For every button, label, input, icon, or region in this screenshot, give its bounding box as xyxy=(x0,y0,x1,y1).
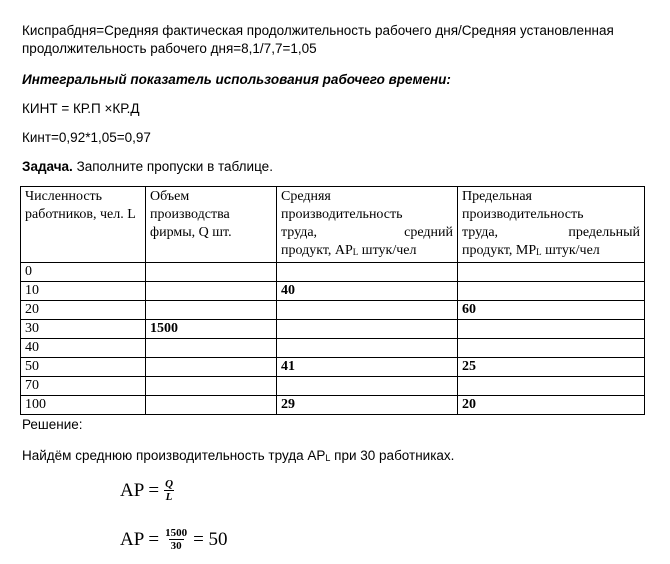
header-ap-sub: L xyxy=(352,247,359,257)
find-ap-line xyxy=(22,447,454,467)
cell-mp xyxy=(458,282,645,301)
cell-q: 1500 xyxy=(146,320,277,339)
cell-q xyxy=(146,301,277,320)
find-text-before: Найдём среднюю производительность труда AP xyxy=(22,448,326,463)
header-mp-tail: штук/чел xyxy=(541,243,600,258)
header-mp-line1: Предельная xyxy=(462,189,532,204)
table-row xyxy=(21,301,645,320)
formula1-fraction xyxy=(163,478,175,504)
cell-mp: 20 xyxy=(458,396,645,415)
formula2-result: = 50 xyxy=(193,529,228,550)
cell-ap xyxy=(277,263,458,282)
table-row xyxy=(21,396,645,415)
table-row xyxy=(21,282,645,301)
formula-ap-definition xyxy=(120,478,179,504)
table-row xyxy=(21,263,645,282)
solution-label: Решение: xyxy=(22,417,83,432)
formula2-lhs: AP = xyxy=(120,529,160,550)
table-row xyxy=(21,358,645,377)
task-text: Заполните пропуски в таблице. xyxy=(72,159,273,174)
cell-l: 100 xyxy=(21,396,146,415)
header-ap-line4: продукт, AP xyxy=(281,243,353,258)
formula2-denominator: 30 xyxy=(170,540,182,552)
header-mp-line3: труда, предельный xyxy=(462,225,640,240)
cell-ap xyxy=(277,301,458,320)
header-average-product xyxy=(277,187,458,263)
cell-l: 0 xyxy=(21,263,146,282)
formula1-numerator: Q xyxy=(165,478,174,490)
cell-l: 50 xyxy=(21,358,146,377)
cell-q xyxy=(146,377,277,396)
integral-heading: Интегральный показатель использования рабочего времени: xyxy=(22,72,451,87)
table-row xyxy=(21,320,645,339)
cell-mp xyxy=(458,320,645,339)
formula-ap-calculation xyxy=(120,527,228,553)
task-line xyxy=(22,158,273,176)
formula2-numerator: 1500 xyxy=(165,527,188,539)
cell-q xyxy=(146,263,277,282)
cell-ap: 40 xyxy=(277,282,458,301)
cell-q xyxy=(146,396,277,415)
cell-ap xyxy=(277,377,458,396)
header-mp-line4: продукт, MP xyxy=(462,243,537,258)
cell-mp xyxy=(458,263,645,282)
cell-l: 30 xyxy=(21,320,146,339)
kint-formula: КИНТ = КР.П ×КР.Д xyxy=(22,101,140,116)
header-ap-tail: штук/чел xyxy=(358,243,417,258)
productivity-table xyxy=(20,186,645,415)
cell-l: 40 xyxy=(21,339,146,358)
formula1-denominator: L xyxy=(165,491,173,503)
cell-mp: 60 xyxy=(458,301,645,320)
cell-ap xyxy=(277,339,458,358)
header-output: Объем производства фирмы, Q шт. xyxy=(146,187,277,263)
kint-value: Кинт=0,92*1,05=0,97 xyxy=(22,130,151,145)
cell-ap xyxy=(277,320,458,339)
cell-mp xyxy=(458,339,645,358)
cell-q xyxy=(146,339,277,358)
header-ap-line2: производительность xyxy=(281,207,403,222)
table-row xyxy=(21,339,645,358)
task-label: Задача. xyxy=(22,159,73,174)
formula2-fraction xyxy=(163,527,189,553)
cell-ap: 29 xyxy=(277,396,458,415)
cell-ap: 41 xyxy=(277,358,458,377)
table-header-row xyxy=(21,187,645,263)
cell-q xyxy=(146,358,277,377)
formula1-lhs: AP = xyxy=(120,480,160,501)
header-marginal-product xyxy=(458,187,645,263)
header-ap-line1: Средняя xyxy=(281,189,331,204)
cell-l: 20 xyxy=(21,301,146,320)
cell-l: 70 xyxy=(21,377,146,396)
cell-mp: 25 xyxy=(458,358,645,377)
text-line-2: продолжительность рабочего дня=8,1/7,7=1,05 xyxy=(22,41,317,56)
header-mp-line2: производительность xyxy=(462,207,584,222)
cell-mp xyxy=(458,377,645,396)
header-ap-line3: труда, средний xyxy=(281,225,453,240)
find-sub: L xyxy=(325,453,331,463)
cell-l: 10 xyxy=(21,282,146,301)
table-row xyxy=(21,377,645,396)
header-workers: Численность работников, чел. L xyxy=(21,187,146,263)
find-text-after: при 30 работниках. xyxy=(330,448,455,463)
cell-q xyxy=(146,282,277,301)
header-mp-sub: L xyxy=(536,247,542,257)
text-line-1: Киспрабдня=Средняя фактическая продолжительность рабочего дня/Средняя установленная xyxy=(22,23,614,38)
